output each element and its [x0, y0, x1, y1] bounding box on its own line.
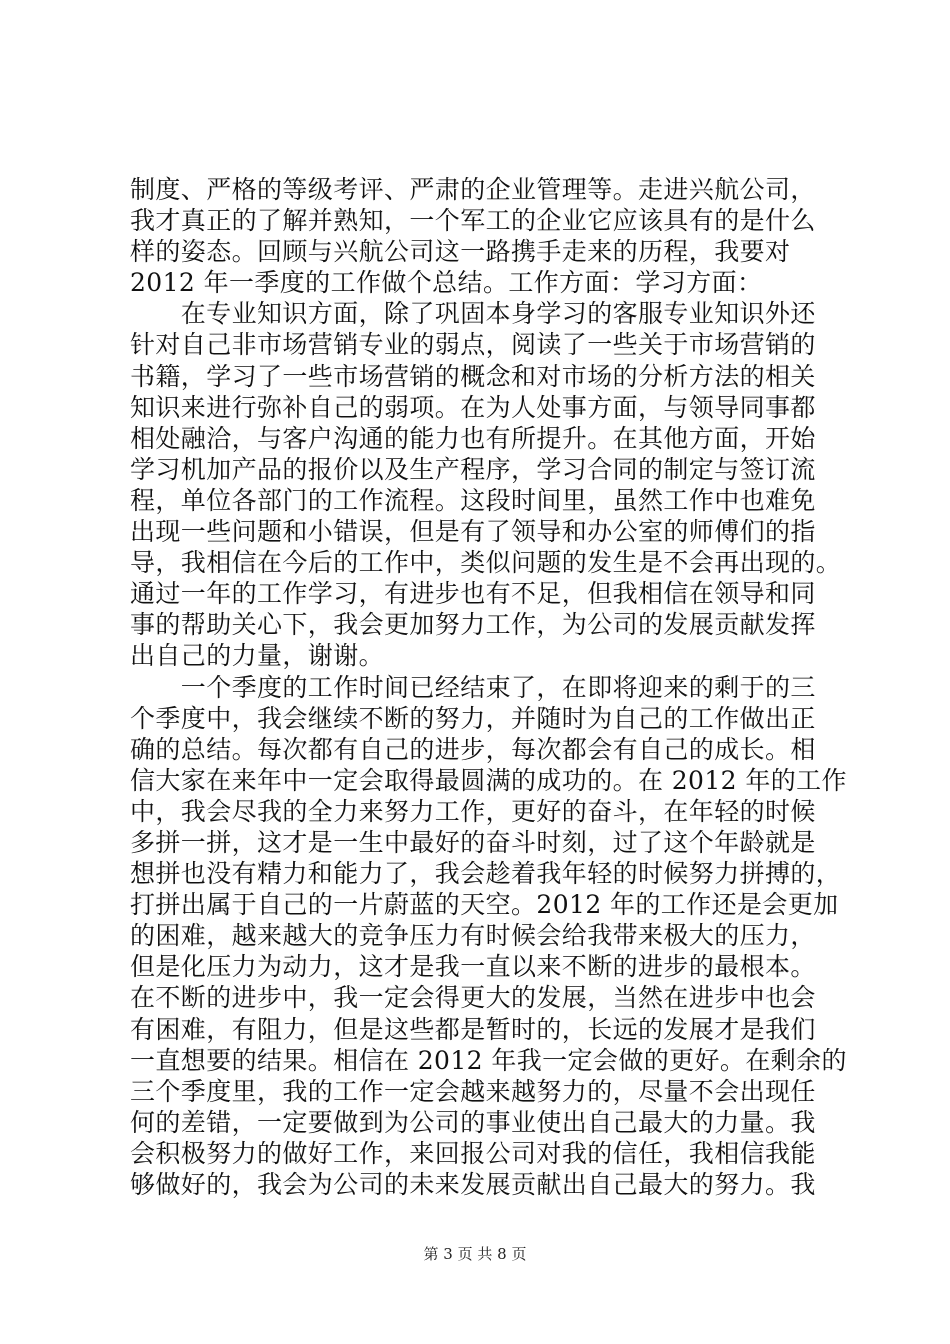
text-line: 出现一些问题和小错误，但是有了领导和办公室的师傅们的指: [130, 517, 816, 547]
text-line: 多拼一拼，这才是一生中最好的奋斗时刻，过了这个年龄就是: [130, 827, 816, 857]
text-line: 个季度中，我会继续不断的努力，并随时为自己的工作做出正: [130, 703, 816, 733]
text-line: 学习机加产品的报价以及生产程序，学习合同的制定与签订流: [130, 454, 816, 484]
text-line: 信大家在来年中一定会取得最圆满的成功的。在 2012 年的工作: [130, 765, 847, 795]
text-line: 中，我会尽我的全力来努力工作，更好的奋斗，在年轻的时候: [130, 796, 816, 826]
text-line: 确的总结。每次都有自己的进步，每次都会有自己的成长。相: [130, 734, 816, 764]
text-line: 但是化压力为动力，这才是我一直以来不断的进步的最根本。: [130, 952, 816, 982]
text-line: 程，单位各部门的工作流程。这段时间里，虽然工作中也难免: [130, 485, 816, 515]
text-line: 导，我相信在今后的工作中，类似问题的发生是不会再出现的。: [130, 548, 842, 578]
text-line: 2012 年一季度的工作做个总结。工作方面：学习方面：: [130, 268, 763, 298]
text-line: 相处融洽，与客户沟通的能力也有所提升。在其他方面，开始: [130, 423, 816, 453]
document-body: [130, 174, 847, 1200]
page-number-footer: 第 3 页 共 8 页: [423, 1245, 527, 1263]
text-line: 的困难，越来越大的竞争压力有时候会给我带来极大的压力，: [130, 921, 816, 951]
text-line: 样的姿态。回顾与兴航公司这一路携手走来的历程，我要对: [130, 237, 791, 267]
text-line: 针对自己非市场营销专业的弱点，阅读了一些关于市场营销的: [130, 330, 816, 360]
text-line: 知识来进行弥补自己的弱项。在为人处事方面，与领导同事都: [130, 392, 816, 422]
text-line: 打拼出属于自己的一片蔚蓝的天空。2012 年的工作还是会更加: [130, 890, 839, 920]
text-line: 事的帮助关心下，我会更加努力工作，为公司的发展贡献发挥: [130, 610, 816, 640]
text-line: 三个季度里，我的工作一定会越来越努力的，尽量不会出现任: [130, 1076, 816, 1106]
paragraph-start-line: 在专业知识方面，除了巩固本身学习的客服专业知识外还: [130, 299, 816, 329]
text-line: 制度、严格的等级考评、严肃的企业管理等。走进兴航公司，: [130, 175, 816, 204]
paragraph-start-line: 一个季度的工作时间已经结束了，在即将迎来的剩于的三: [130, 672, 816, 702]
text-line: 有困难，有阻力，但是这些都是暂时的，长远的发展才是我们: [130, 1014, 816, 1044]
text-line: 书籍，学习了一些市场营销的概念和对市场的分析方法的相关: [130, 361, 816, 391]
text-line: 想拼也没有精力和能力了，我会趁着我年轻的时候努力拼搏的，: [130, 859, 842, 889]
text-line: 我才真正的了解并熟知，一个军工的企业它应该具有的是什么: [130, 206, 816, 236]
text-line: 一直想要的结果。相信在 2012 年我一定会做的更好。在剩余的: [130, 1045, 847, 1075]
text-line: 够做好的，我会为公司的未来发展贡献出自己最大的努力。我: [130, 1170, 816, 1199]
text-line: 通过一年的工作学习，有进步也有不足，但我相信在领导和同: [130, 579, 816, 609]
text-line: 在不断的进步中，我一定会得更大的发展，当然在进步中也会: [130, 983, 816, 1013]
text-line: 会积极努力的做好工作，来回报公司对我的信任，我相信我能: [130, 1138, 816, 1168]
text-line: 出自己的力量，谢谢。: [130, 641, 385, 671]
text-line: 何的差错，一定要做到为公司的事业使出自己最大的力量。我: [130, 1107, 816, 1137]
